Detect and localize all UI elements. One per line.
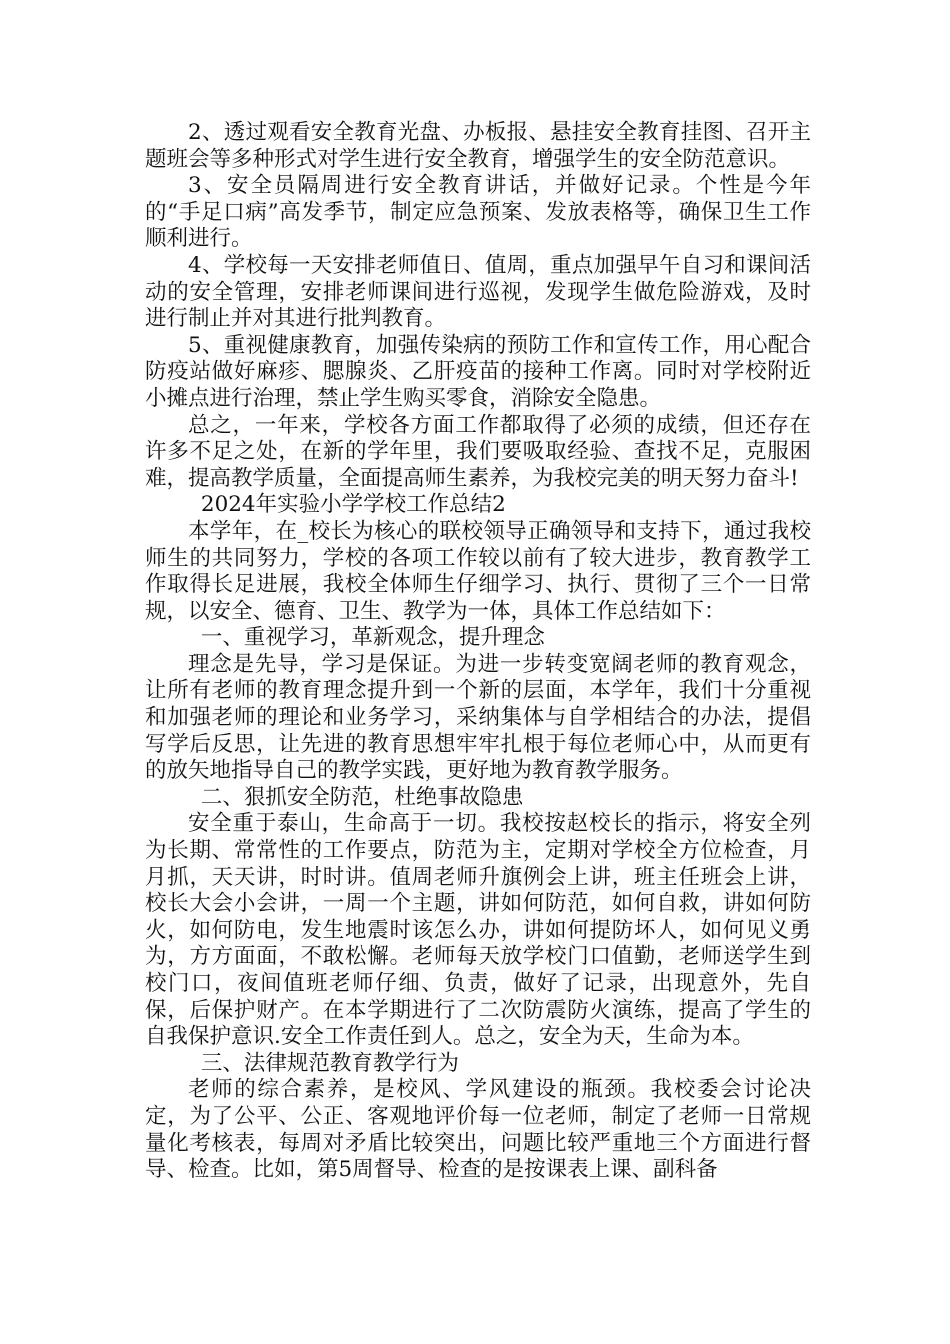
section-body-3: 老师的综合素养，是校风、学风建设的瓶颈。我校委会讨论决定，为了公平、公正、客观地评价每一位老师，制定了老师一日常规量化考核表，每周对矛盾比较突出，问题比较严重地三个方面进行督导、检查。比如，第5周督导、检查的是按课表上课、副科备 (145, 1077, 811, 1183)
document-body (145, 120, 811, 1184)
section-body-1: 理念是先导，学习是保证。为进一步转变宽阔老师的教育观念，让所有老师的教育理念提升到一个新的层面，本学年，我们十分重视和加强老师的理论和业务学习，采纳集体与自学相结合的办法，提倡写学后反思，让先进的教育思想牢牢扎根于每位老师心中，从而更有的放矢地指导自己的教学实践，更好地为教育教学服务。 (145, 651, 811, 784)
document-title: 2024年实验小学学校工作总结2 (200, 492, 506, 518)
section-heading-2: 二、狠抓安全防范，杜绝事故隐患 (200, 784, 524, 810)
section-body-2: 安全重于泰山，生命高于一切。我校按赵校长的指示，将安全列为长期、常常性的工作要点，防范为主，定期对学校全方位检查，月月抓，天天讲，时时讲。值周老师升旗例会上讲，班主任班会上讲，校长大会小会讲，一周一个主题，讲如何防范，如何自救，讲如何防火，如何防电，发生地震时该怎么办，讲如何提防坏人，如何见义勇为，方方面面，不敢松懈。老师每天放学校门口值勤，老师送学生到校门口，夜间值班老师仔细、负责，做好了记录，出现意外，先自保，后保护财产。在本学期进行了二次防震防火演练，提高了学生的自我保护意识.安全工作责任到人。总之，安全为天，生命为本。 (145, 811, 811, 1050)
paragraph-item-4: 4、学校每一天安排老师值日、值周，重点加强早午自习和课间活动的安全管理，安排老师课间进行巡视，发现学生做危险游戏，及时进行制止并对其进行批判教育。 (145, 252, 811, 332)
paragraph-item-2: 2、透过观看安全教育光盘、办板报、悬挂安全教育挂图、召开主题班会等多种形式对学生进行安全教育，增强学生的安全防范意识。 (145, 120, 811, 172)
paragraph-item-5: 5、重视健康教育，加强传染病的预防工作和宣传工作，用心配合防疫站做好麻疹、腮腺炎、乙肝疫苗的接种工作离。同时对学校附近小摊点进行治理，禁止学生购买零食，消除安全隐患。 (145, 332, 811, 411)
paragraph-conclusion: 总之，一年来，学校各方面工作都取得了必须的成绩，但还存在许多不足之处，在新的学年里，我们要吸取经验、查找不足，克服困难，提高教学质量，全面提高师生素养，为我校完美的明天努力奋斗! (145, 412, 811, 491)
paragraph-item-3: 3、安全员隔周进行安全教育讲话，并做好记录。个性是今年的“手足口病”高发季节，制定应急预案、发放表格等，确保卫生工作顺利进行。 (145, 173, 811, 252)
section-heading-3: 三、法律规范教育教学行为 (200, 1050, 459, 1076)
paragraph-intro: 本学年，在_校长为核心的联校领导正确领导和支持下，通过我校师生的共同努力，学校的各项工作较以前有了较大进步，教育教学工作取得长足进展，我校全体师生仔细学习、执行、贯彻了三个一日常规，以安全、德育、卫生、教学为一体，具体工作总结如下： (145, 518, 811, 624)
section-heading-1: 一、重视学习，革新观念，提升理念 (200, 625, 545, 651)
